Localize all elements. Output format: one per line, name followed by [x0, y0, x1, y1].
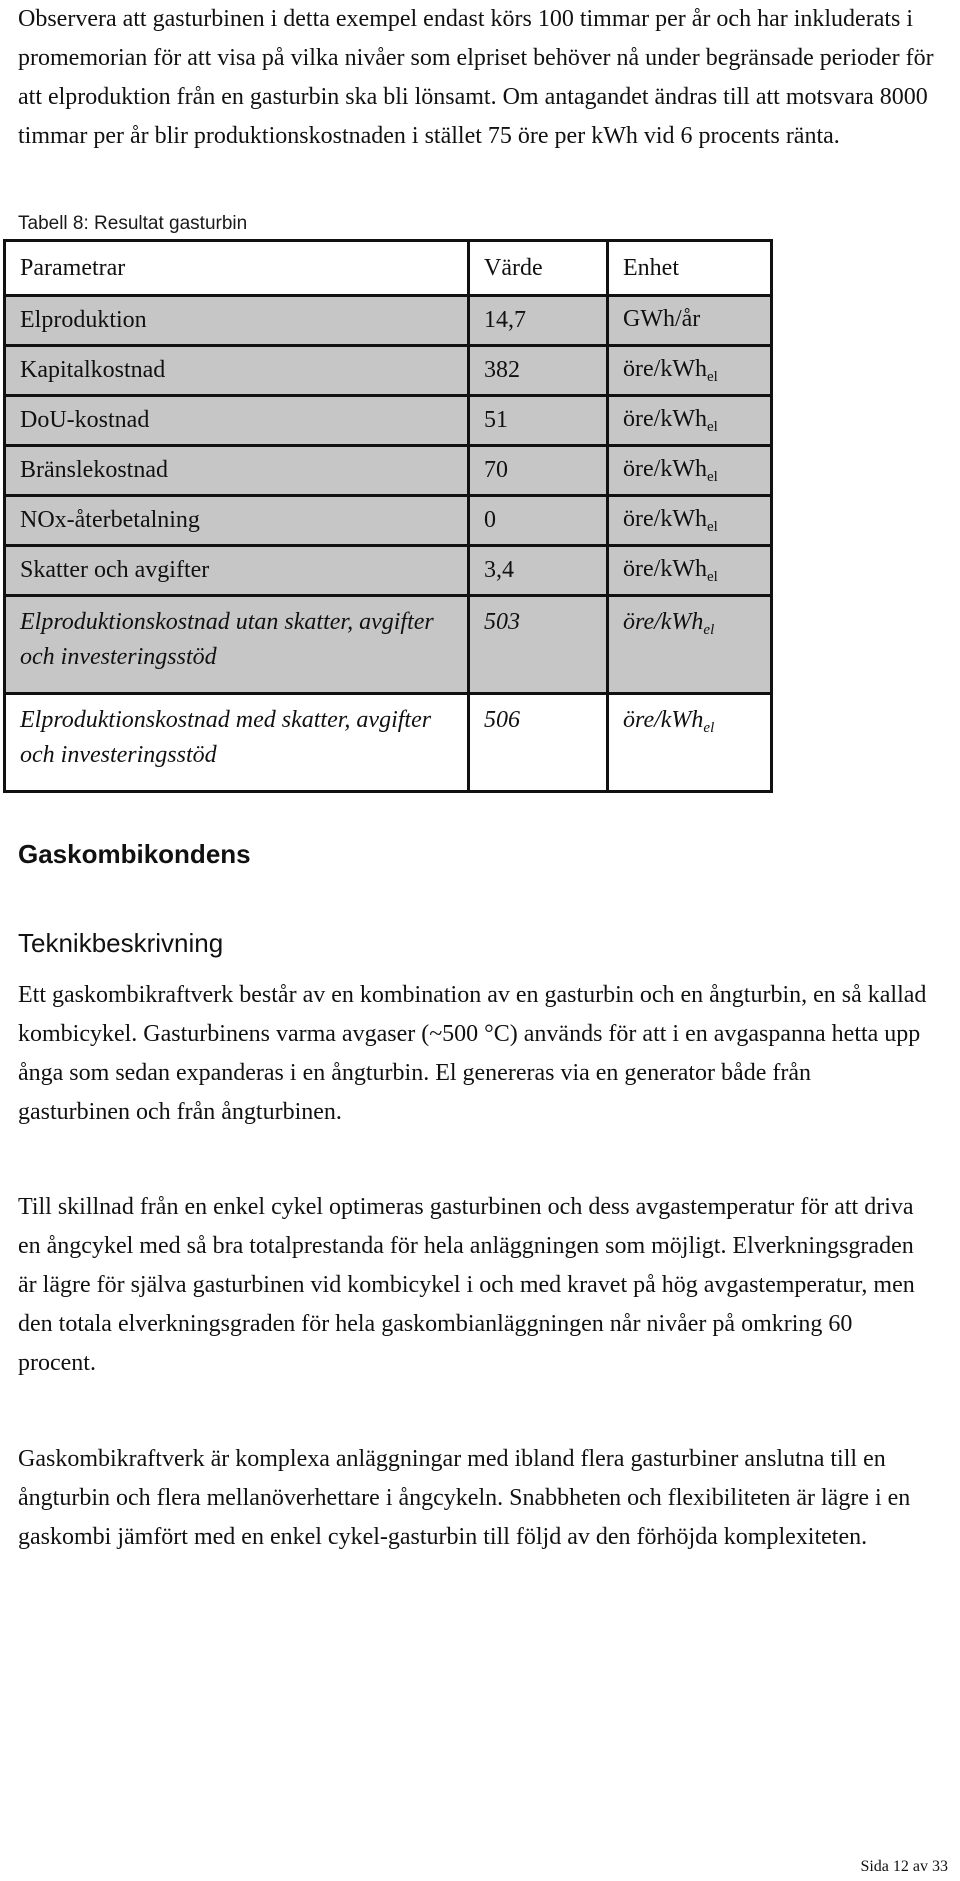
cell-value: 51 — [469, 396, 608, 446]
cell-unit — [608, 346, 772, 396]
table-row — [5, 446, 772, 496]
cell-unit — [608, 446, 772, 496]
unit-subscript: el — [706, 568, 718, 585]
table-row — [5, 296, 772, 346]
section-heading: Gaskombikondens — [18, 839, 251, 869]
unit-text: öre/kWh — [623, 555, 707, 582]
cell-value: 3,4 — [469, 546, 608, 596]
page-number: Sida 12 av 33 — [860, 1858, 948, 1875]
cell-parameter: DoU-kostnad — [5, 396, 469, 446]
table-row — [5, 396, 772, 446]
unit-text: öre/kWh — [623, 505, 707, 532]
body-paragraph: Ett gaskombikraftverk består av en kombination av en gasturbin och en ångturbin, en så kallad kombicykel. Gasturbinens varma avgaser (~500 °C) används för att i en avgaspanna hetta upp ånga som sedan expanderas i en ångturbin. El genereras via en generator både från gasturbinen och från ångturbinen. — [18, 982, 927, 1125]
cell-value: 70 — [469, 446, 608, 496]
cell-value: 506 — [469, 694, 608, 792]
cell-value: 382 — [469, 346, 608, 396]
cell-parameter: Elproduktionskostnad utan skatter, avgifter och investeringsstöd — [5, 596, 469, 694]
cell-parameter: Skatter och avgifter — [5, 546, 469, 596]
header-value: Värde — [469, 241, 608, 296]
unit-text: öre/kWh — [623, 609, 704, 635]
cell-value: 14,7 — [469, 296, 608, 346]
unit-text: GWh/år — [623, 305, 701, 332]
cell-parameter: NOx-återbetalning — [5, 496, 469, 546]
cell-unit — [608, 596, 772, 694]
table-row — [5, 496, 772, 546]
intro-paragraph: Observera att gasturbinen i detta exempel endast körs 100 timmar per år och har inkluderats i promemorian för att visa på vilka nivåer som elpriset behöver nå under begränsade perioder för att elproduktion från en gasturbin ska bli lönsamt. Om antagandet ändras till att motsvara 8000 timmar per år blir produktionskostnaden i stället 75 öre per kWh vid 6 procents ränta. — [18, 6, 934, 149]
cell-unit — [608, 546, 772, 596]
cell-unit — [608, 694, 772, 792]
cell-parameter: Kapitalkostnad — [5, 346, 469, 396]
table-row — [5, 596, 772, 694]
unit-subscript: el — [706, 518, 718, 535]
table-header-row — [5, 241, 772, 296]
unit-text: öre/kWh — [623, 355, 707, 382]
table-row — [5, 546, 772, 596]
table-row — [5, 346, 772, 396]
table-row — [5, 694, 772, 792]
unit-text: öre/kWh — [623, 405, 707, 432]
unit-text: öre/kWh — [623, 707, 704, 733]
header-parameter: Parametrar — [5, 241, 469, 296]
unit-subscript: el — [706, 418, 718, 435]
cell-parameter: Bränslekostnad — [5, 446, 469, 496]
results-table — [3, 239, 773, 793]
header-unit: Enhet — [608, 241, 772, 296]
unit-subscript: el — [703, 622, 715, 638]
unit-subscript: el — [706, 468, 718, 485]
unit-text: öre/kWh — [623, 455, 707, 482]
cell-value: 0 — [469, 496, 608, 546]
table-caption: Tabell 8: Resultat gasturbin — [18, 213, 248, 234]
unit-subscript: el — [703, 720, 715, 736]
cell-value: 503 — [469, 596, 608, 694]
body-paragraph: Gaskombikraftverk är komplexa anläggningar med ibland flera gasturbiner anslutna till en ångturbin och flera mellanöverhettare i ångcykeln. Snabbheten och flexibiliteten är lägre i en gaskombi jämfört med en enkel cykel-gasturbin till följd av den förhöjda komplexiteten. — [18, 1446, 911, 1550]
cell-unit — [608, 396, 772, 446]
cell-parameter: Elproduktion — [5, 296, 469, 346]
subsection-heading: Teknikbeskrivning — [18, 928, 224, 958]
cell-parameter: Elproduktionskostnad med skatter, avgifter och investeringsstöd — [5, 694, 469, 792]
cell-unit — [608, 496, 772, 546]
unit-subscript: el — [706, 368, 718, 385]
cell-unit — [608, 296, 772, 346]
body-paragraph: Till skillnad från en enkel cykel optimeras gasturbinen och dess avgastemperatur för att driva en ångcykel med så bra totalprestanda för hela anläggningen som möjligt. Elverkningsgraden är lägre för själva gasturbinen vid kombicykel i och med kravet på hög avgastemperatur, men den totala elverkningsgraden för hela gaskombianläggningen når nivåer på omkring 60 procent. — [18, 1194, 915, 1376]
